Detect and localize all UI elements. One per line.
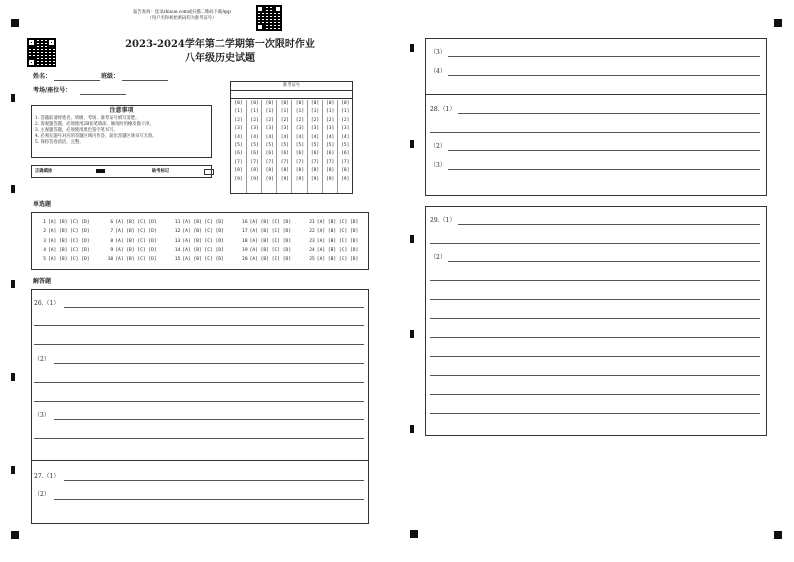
mc-question-number: 2: [43, 229, 46, 235]
mc-question-row[interactable]: [238, 247, 292, 256]
mc-options[interactable]: [A] [B] [C] [D]: [249, 257, 292, 263]
qr-finder: [47, 38, 56, 47]
answer-box-27: [31, 460, 369, 524]
mc-question-number: 9: [110, 247, 114, 253]
admission-digit-bubble[interactable]: [5]: [265, 142, 274, 148]
admission-digit-bubble[interactable]: [4]: [234, 134, 243, 140]
q27-part3-label: （3）: [430, 49, 446, 56]
mc-question-number: 25: [309, 257, 315, 263]
mc-options[interactable]: [A] [B] [C] [D]: [182, 257, 224, 263]
q29-part2-label: （2）: [430, 254, 446, 261]
admission-digit-column: [291, 100, 307, 193]
admission-digit-bubble[interactable]: [1]: [265, 109, 274, 115]
mc-options[interactable]: [A] [B] [C] [D]: [115, 238, 157, 244]
admission-header-divider: [231, 90, 352, 91]
admission-digit-bubble[interactable]: [8]: [310, 168, 320, 174]
notes-item: 2. 客观题答题，必须使用2B铅笔填涂，修改时用橡皮擦干净。: [35, 122, 154, 127]
admission-digit-bubble[interactable]: [7]: [341, 159, 350, 165]
admission-digit-bubble[interactable]: [7]: [250, 159, 259, 165]
admission-digit-column: [322, 100, 338, 193]
admission-digit-bubble[interactable]: [6]: [280, 151, 289, 157]
fill-example-box: [31, 165, 212, 178]
admission-digit-bubble[interactable]: [2]: [310, 117, 320, 123]
admission-digit-bubble[interactable]: [6]: [341, 151, 350, 157]
answer-line[interactable]: [458, 113, 760, 114]
timing-mark: [11, 185, 15, 193]
mc-question-row[interactable]: [103, 247, 157, 256]
mc-question-number: 5: [43, 257, 46, 263]
notes-box: [31, 105, 212, 158]
mc-options[interactable]: [A] [B] [C] [D]: [115, 247, 157, 253]
mc-options[interactable]: [A] [B] [C] [D]: [48, 247, 90, 253]
admission-digit-bubble[interactable]: [9]: [250, 176, 259, 182]
admission-digit-bubble[interactable]: [7]: [280, 159, 289, 165]
admission-digit-bubble[interactable]: [7]: [325, 159, 335, 165]
admission-digit-bubble[interactable]: [1]: [280, 109, 289, 115]
answer-line[interactable]: [448, 75, 760, 76]
notes-list: [35, 116, 210, 146]
admission-digit-bubble[interactable]: [3]: [234, 126, 243, 132]
admission-digit-bubble[interactable]: [6]: [325, 151, 335, 157]
mc-question-number: 1: [43, 220, 46, 225]
admission-label: 准考证号: [282, 83, 301, 88]
answer-line[interactable]: [430, 356, 760, 357]
mc-options[interactable]: [A] [B] [C] [D]: [249, 247, 292, 253]
name-label: 姓名：: [33, 73, 52, 80]
mc-options[interactable]: [A] [B] [C] [D]: [249, 238, 292, 244]
mc-options[interactable]: [A] [B] [C] [D]: [182, 247, 224, 253]
mc-question-row[interactable]: [36, 219, 90, 228]
admission-digit-bubble[interactable]: [5]: [295, 142, 305, 148]
mc-question-row[interactable]: [170, 228, 224, 237]
mc-question-number: 14: [174, 247, 181, 253]
mc-question-number: 4: [43, 247, 46, 253]
admission-digit-bubble[interactable]: [5]: [341, 142, 350, 148]
timing-mark: [410, 235, 414, 243]
mc-options[interactable]: [A] [B] [C] [D]: [48, 257, 90, 263]
correct-fill-sample: [96, 169, 105, 173]
answer-line[interactable]: [430, 243, 760, 244]
admission-digit-bubble[interactable]: [6]: [250, 151, 259, 157]
admission-digit-bubble[interactable]: [3]: [325, 126, 335, 132]
mc-options[interactable]: [A] [B] [C] [D]: [115, 229, 157, 235]
answer-line[interactable]: [34, 344, 364, 345]
answer-line[interactable]: [430, 318, 760, 319]
mc-question-row[interactable]: [36, 238, 90, 247]
mc-question-number: 19: [242, 247, 248, 253]
mc-options[interactable]: [A] [B] [C] [D]: [48, 220, 90, 225]
answer-line[interactable]: [430, 375, 760, 376]
mc-question-row[interactable]: [103, 256, 157, 265]
admission-digit-bubble[interactable]: [0]: [310, 101, 320, 106]
q26-part3-label: （3）: [34, 412, 50, 419]
admission-digit-bubble[interactable]: [0]: [265, 101, 274, 106]
mc-question-number: 23: [309, 238, 315, 244]
mc-question-row[interactable]: [305, 238, 359, 247]
answer-line[interactable]: [34, 401, 364, 402]
admission-digit-bubble[interactable]: [8]: [295, 168, 305, 174]
admission-digit-bubble[interactable]: [2]: [325, 117, 335, 123]
admission-write-divider: [231, 98, 352, 99]
admission-digit-column: [261, 100, 277, 193]
corner-mark: [11, 531, 19, 539]
admission-digit-bubble[interactable]: [6]: [295, 151, 305, 157]
admission-digit-bubble[interactable]: [1]: [341, 109, 350, 115]
admission-digit-bubble[interactable]: [2]: [295, 117, 305, 123]
mc-question-row[interactable]: [305, 256, 359, 265]
admission-digit-bubble[interactable]: [3]: [250, 126, 259, 132]
timing-mark: [410, 140, 414, 148]
admission-digit-bubble[interactable]: [0]: [250, 101, 259, 106]
admission-digit-bubble[interactable]: [4]: [295, 134, 305, 140]
admission-digit-bubble[interactable]: [2]: [234, 117, 243, 123]
mc-options[interactable]: [A] [B] [C] [D]: [48, 238, 90, 244]
timing-mark: [11, 373, 15, 381]
mc-options[interactable]: [A] [B] [C] [D]: [182, 238, 224, 244]
answer-line[interactable]: [430, 413, 760, 414]
admission-digit-bubble[interactable]: [0]: [295, 101, 305, 106]
admission-digit-bubble[interactable]: [1]: [310, 109, 320, 115]
answer-box-27-continued: [425, 38, 767, 95]
admission-digit-bubble[interactable]: [8]: [341, 168, 350, 174]
qr-finder: [274, 5, 282, 13]
mc-question-number: 3: [43, 238, 46, 244]
admission-digit-bubble[interactable]: [0]: [325, 101, 335, 106]
admission-digit-bubble[interactable]: [9]: [280, 176, 289, 182]
mc-question-number: 24: [309, 247, 315, 253]
admission-digit-column: [337, 100, 353, 193]
mc-question-number: 6: [110, 220, 114, 225]
notes-item: 4. 必须在题号对应的答题区域内作答，超出答题区域书写无效。: [35, 134, 157, 139]
notes-title: 注意事项: [109, 107, 134, 114]
admission-digit-bubble[interactable]: [7]: [234, 159, 243, 165]
mc-box: [31, 212, 369, 270]
admission-digit-bubble[interactable]: [5]: [250, 142, 259, 148]
admission-grid: [230, 81, 353, 194]
q27-part1-label: 27.（1）: [34, 473, 60, 480]
admission-digit-bubble[interactable]: [9]: [341, 176, 350, 182]
mc-question-row[interactable]: [238, 256, 292, 265]
answer-line[interactable]: [458, 224, 760, 225]
mc-question-number: 17: [242, 229, 248, 235]
mc-options[interactable]: [A] [B] [C] [D]: [316, 247, 359, 253]
answer-box-29: [425, 206, 767, 436]
timing-mark: [410, 44, 414, 52]
answer-line[interactable]: [430, 280, 760, 281]
report-notice-line2: （用户名和初始密码均为准考证号）: [147, 16, 217, 21]
admission-digit-bubble[interactable]: [1]: [234, 109, 243, 115]
admission-digit-bubble[interactable]: [8]: [265, 168, 274, 174]
answer-box-26: [31, 289, 369, 461]
admission-digit-bubble[interactable]: [4]: [265, 134, 274, 140]
admission-digit-bubble[interactable]: [1]: [295, 109, 305, 115]
mc-question-number: 8: [110, 238, 114, 244]
q28-part1-label: 28.（1）: [430, 106, 456, 113]
answer-line[interactable]: [54, 499, 364, 500]
admission-digit-bubble[interactable]: [3]: [310, 126, 320, 132]
timing-mark: [410, 330, 414, 338]
notes-item: 5. 保持答卷清洁、完整。: [35, 140, 84, 145]
answer-line[interactable]: [34, 382, 364, 383]
mc-options[interactable]: [A] [B] [C] [D]: [316, 220, 359, 225]
admission-digit-column: [276, 100, 292, 193]
admission-digit-bubble[interactable]: [5]: [325, 142, 335, 148]
mc-question-row[interactable]: [36, 247, 90, 256]
mc-options[interactable]: [A] [B] [C] [D]: [249, 229, 292, 235]
admission-digit-bubble[interactable]: [4]: [250, 134, 259, 140]
qr-finder: [256, 23, 264, 31]
corner-mark: [774, 19, 782, 27]
admission-digit-bubble[interactable]: [1]: [325, 109, 335, 115]
q27-part4-label: （4）: [430, 68, 446, 75]
admission-digit-bubble[interactable]: [9]: [295, 176, 305, 182]
notes-item: 3. 主观题答题，必须使用黑色签字笔书写。: [35, 128, 118, 133]
qr-finder: [27, 38, 36, 47]
admission-digit-bubble[interactable]: [4]: [341, 134, 350, 140]
mc-question-number: 15: [174, 257, 181, 263]
admission-digit-bubble[interactable]: [5]: [234, 142, 243, 148]
mc-question-row[interactable]: [103, 228, 157, 237]
timing-mark: [11, 280, 15, 288]
qr-finder: [256, 5, 264, 13]
admission-digit-bubble[interactable]: [4]: [325, 134, 335, 140]
mc-question-row[interactable]: [305, 219, 359, 228]
admission-digit-bubble[interactable]: [7]: [265, 159, 274, 165]
mc-question-row[interactable]: [238, 238, 292, 247]
admission-digit-bubble[interactable]: [4]: [280, 134, 289, 140]
admission-digit-bubble[interactable]: [2]: [280, 117, 289, 123]
admission-digit-bubble[interactable]: [4]: [310, 134, 320, 140]
mc-question-number: 13: [174, 238, 181, 244]
corner-mark: [774, 531, 782, 539]
admission-digit-bubble[interactable]: [8]: [250, 168, 259, 174]
admission-digit-bubble[interactable]: [2]: [250, 117, 259, 123]
answer-line[interactable]: [64, 307, 364, 308]
mc-question-number: 16: [242, 220, 248, 225]
q29-part1-label: 29.（1）: [430, 217, 456, 224]
absent-mark-box[interactable]: [204, 169, 214, 175]
answer-line[interactable]: [448, 56, 760, 57]
admission-digit-bubble[interactable]: [3]: [341, 126, 350, 132]
mc-question-row[interactable]: [238, 219, 292, 228]
admission-digit-bubble[interactable]: [6]: [234, 151, 243, 157]
answer-box-28: [425, 94, 767, 196]
absent-mark-label: 缺考标记: [152, 169, 170, 174]
mc-options[interactable]: [A] [B] [C] [D]: [48, 229, 90, 235]
mc-options[interactable]: [A] [B] [C] [D]: [316, 257, 359, 263]
exam-subtitle: 八年级历史试题: [185, 53, 255, 64]
admission-digit-bubble[interactable]: [8]: [234, 168, 243, 174]
answer-line[interactable]: [448, 150, 760, 151]
answer-line[interactable]: [448, 261, 760, 262]
mc-section-title: 单选题: [33, 201, 52, 208]
answer-line[interactable]: [34, 438, 364, 439]
notes-item: 1. 答题前请将姓名、班级、考场、准考证号填写清楚。: [35, 116, 140, 121]
admission-digit-bubble[interactable]: [7]: [295, 159, 305, 165]
mc-question-row[interactable]: [103, 219, 157, 228]
admission-digit-bubble[interactable]: [0]: [280, 101, 289, 106]
admission-digit-bubble[interactable]: [3]: [265, 126, 274, 132]
mc-question-row[interactable]: [305, 247, 359, 256]
room-seat-label: 考场/座位号：: [33, 87, 72, 94]
admission-digit-bubble[interactable]: [8]: [325, 168, 335, 174]
timing-mark: [11, 94, 15, 102]
mc-question-number: 18: [242, 238, 248, 244]
admission-digit-bubble[interactable]: [9]: [325, 176, 335, 182]
admission-digit-bubble[interactable]: [7]: [310, 159, 320, 165]
room-seat-field[interactable]: [80, 94, 126, 95]
exam-title: 2023-2024学年第二学期第一次限时作业: [125, 39, 315, 50]
admission-digit-bubble[interactable]: [2]: [341, 117, 350, 123]
admission-digit-bubble[interactable]: [6]: [265, 151, 274, 157]
mc-options[interactable]: [A] [B] [C] [D]: [316, 238, 359, 244]
timing-mark: [11, 466, 15, 474]
timing-mark: [410, 425, 414, 433]
admission-digit-bubble[interactable]: [0]: [234, 101, 243, 106]
class-field[interactable]: [122, 80, 168, 81]
correct-fill-label: 正确填涂: [35, 169, 53, 174]
report-notice-line1: 报告查询：登录zhixue.com或扫描二维码下载App: [133, 10, 231, 15]
mc-question-number: 21: [309, 220, 315, 225]
answer-line[interactable]: [430, 299, 760, 300]
corner-mark: [11, 19, 19, 27]
class-label: 班级：: [101, 73, 120, 80]
mc-options[interactable]: [A] [B] [C] [D]: [182, 220, 224, 225]
admission-digit-bubble[interactable]: [8]: [280, 168, 289, 174]
mc-options[interactable]: [A] [B] [C] [D]: [115, 257, 157, 263]
admission-digit-bubble[interactable]: [9]: [310, 176, 320, 182]
admission-digit-bubble[interactable]: [3]: [280, 126, 289, 132]
mc-question-row[interactable]: [103, 238, 157, 247]
admission-digit-bubble[interactable]: [1]: [250, 109, 259, 115]
admission-digit-bubble[interactable]: [3]: [295, 126, 305, 132]
mc-question-number: 12: [174, 229, 181, 235]
answer-section-title: 解答题: [33, 278, 52, 285]
mc-question-number: 11: [174, 220, 181, 225]
admission-digit-bubble[interactable]: [2]: [265, 117, 274, 123]
mc-question-number: 22: [309, 229, 315, 235]
answer-line[interactable]: [430, 394, 760, 395]
answer-line[interactable]: [448, 169, 760, 170]
admission-digit-column: [307, 100, 323, 193]
admission-digit-column: [231, 100, 246, 193]
admission-digit-bubble[interactable]: [6]: [310, 151, 320, 157]
admission-digit-column: [246, 100, 262, 193]
mc-question-row[interactable]: [170, 238, 224, 247]
answer-line[interactable]: [430, 132, 760, 133]
answer-line[interactable]: [34, 325, 364, 326]
admission-digit-bubble[interactable]: [9]: [265, 176, 274, 182]
qr-finder: [27, 58, 36, 67]
answer-line[interactable]: [64, 480, 364, 481]
mc-question-row[interactable]: [36, 228, 90, 237]
admission-digit-bubble[interactable]: [5]: [310, 142, 320, 148]
q28-part2-label: （2）: [430, 143, 446, 150]
mc-question-row[interactable]: [36, 256, 90, 265]
mc-options[interactable]: [A] [B] [C] [D]: [249, 220, 292, 225]
admission-digit-bubble[interactable]: [9]: [234, 176, 243, 182]
answer-line[interactable]: [54, 419, 364, 420]
q26-part1-label: 26.（1）: [34, 300, 60, 307]
mc-question-number: 20: [242, 257, 248, 263]
mc-question-row[interactable]: [238, 228, 292, 237]
mc-options[interactable]: [A] [B] [C] [D]: [182, 229, 224, 235]
admission-digit-bubble[interactable]: [0]: [341, 101, 350, 106]
mc-question-number: 7: [110, 229, 114, 235]
mc-question-row[interactable]: [170, 256, 224, 265]
mc-question-number: 10: [107, 257, 114, 263]
admission-digit-bubble[interactable]: [5]: [280, 142, 289, 148]
mc-question-row[interactable]: [305, 228, 359, 237]
answer-line[interactable]: [54, 363, 364, 364]
name-field[interactable]: [54, 80, 100, 81]
timing-mark: [410, 530, 418, 538]
q27-part2-label: （2）: [34, 491, 50, 498]
mc-question-row[interactable]: [170, 219, 224, 228]
mc-options[interactable]: [A] [B] [C] [D]: [316, 229, 359, 235]
q26-part2-label: （2）: [34, 356, 50, 363]
answer-line[interactable]: [430, 337, 760, 338]
report-notice: [112, 10, 252, 22]
mc-options[interactable]: [A] [B] [C] [D]: [115, 220, 157, 225]
q28-part3-label: （3）: [430, 162, 446, 169]
mc-question-row[interactable]: [170, 247, 224, 256]
